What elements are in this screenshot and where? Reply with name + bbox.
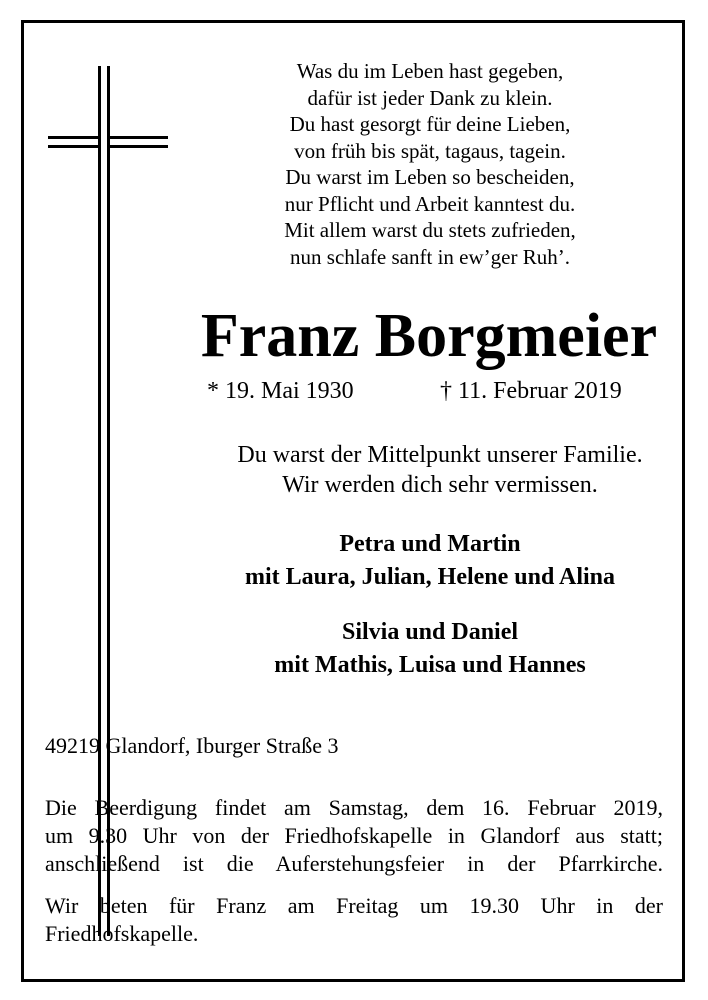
poem-line: dafür ist jeder Dank zu klein. xyxy=(307,85,553,110)
poem-line: von früh bis spät, tagaus, tagein. xyxy=(294,138,566,163)
funeral-notice xyxy=(45,794,663,878)
tribute xyxy=(190,440,690,500)
deceased-name: Franz Borgmeier xyxy=(200,302,658,370)
poem-line: Mit allem warst du stets zufrieden, xyxy=(284,218,576,242)
funeral-notice-line: anschließend ist die Auferstehungsfeier in der Pfarrkirche. xyxy=(45,851,663,876)
family-parents: Petra und Martin xyxy=(339,531,521,557)
poem-line: Du hast gesorgt für deine Lieben, xyxy=(289,112,571,136)
death-date: † 11. Februar 2019 xyxy=(440,378,622,404)
prayer-notice-line: Friedhofskapelle. xyxy=(45,921,199,946)
funeral-notice-line: Die Beerdigung findet am Samstag, dem 16. Februar 2019, xyxy=(45,795,663,820)
family-children: mit Laura, Julian, Helene und Alina xyxy=(244,564,616,590)
prayer-notice xyxy=(45,892,663,948)
tribute-line: Wir werden dich sehr vermissen. xyxy=(282,472,598,498)
tribute-line: Du warst der Mittelpunkt unserer Familie. xyxy=(237,442,643,468)
poem-line: nun schlafe sanft in ew’ger Ruh’. xyxy=(290,244,570,269)
poem-line: nur Pflicht und Arbeit kanntest du. xyxy=(284,191,576,216)
poem-line: Was du im Leben hast gegeben, xyxy=(296,59,564,83)
address: 49219 Glandorf, Iburger Straße 3 xyxy=(45,733,339,758)
family-group xyxy=(170,528,690,594)
birth-date: * 19. Mai 1930 xyxy=(207,378,354,404)
family-parents: Silvia und Daniel xyxy=(341,619,519,645)
funeral-notice-line: um 9.30 Uhr von der Friedhofskapelle in Glandorf aus statt; xyxy=(45,823,663,848)
prayer-notice-line: Wir beten für Franz am Freitag um 19.30 Uhr in der xyxy=(45,893,663,918)
poem-line: Du warst im Leben so bescheiden, xyxy=(285,165,575,189)
family-group xyxy=(170,616,690,682)
poem xyxy=(200,58,660,270)
family-children: mit Mathis, Luisa und Hannes xyxy=(274,652,586,678)
